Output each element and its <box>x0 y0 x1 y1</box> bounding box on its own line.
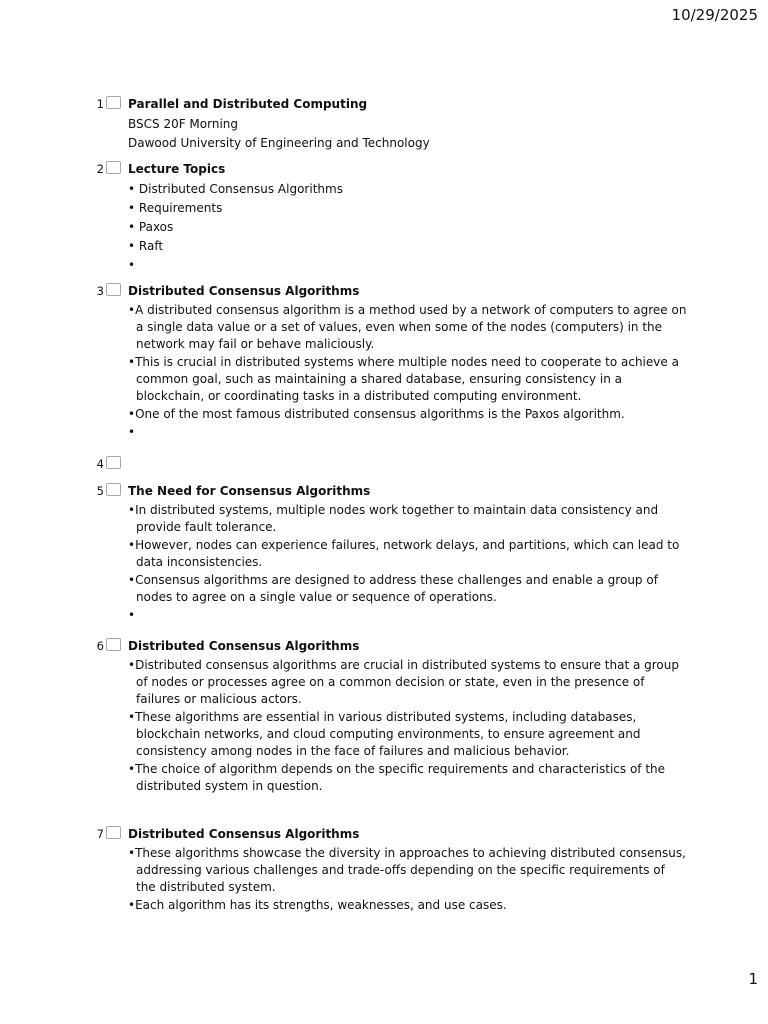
slide-number: 6 <box>96 639 104 653</box>
bullet-item: • <box>128 425 136 439</box>
slide-title: Distributed Consensus Algorithms <box>128 284 360 298</box>
slide-title: Distributed Consensus Algorithms <box>128 827 360 841</box>
bullet-item: •These algorithms showcase the diversity in approaches to achieving distributed consensus, addressing various challenges and trade-offs depending on the specific requirements of the distributed system. <box>128 846 686 894</box>
slide-checkbox[interactable] <box>106 483 121 496</box>
slide-checkbox[interactable] <box>106 456 121 469</box>
bullet-item: • Requirements <box>128 201 223 215</box>
page-number: 1 <box>748 970 758 988</box>
bullet-item: •The choice of algorithm depends on the specific requirements and characteristics of the distributed system in question. <box>128 762 666 793</box>
slide-number: 2 <box>96 162 104 176</box>
slide-subtitle: BSCS 20F Morning <box>128 117 239 131</box>
bullet-item: • Paxos <box>128 220 174 234</box>
slide-title: Parallel and Distributed Computing <box>128 97 368 111</box>
bullet-item: •Distributed consensus algorithms are crucial in distributed systems to ensure that a group of nodes or processes agree on a common decision or state, even in the presence of failures or malicious actors. <box>128 658 679 706</box>
slide-content <box>128 96 688 153</box>
bullet-item: • <box>128 608 136 622</box>
slide-title: Distributed Consensus Algorithms <box>128 639 360 653</box>
bullet-list <box>128 657 688 795</box>
bullet-item: •Each algorithm has its strengths, weaknesses, and use cases. <box>128 898 507 912</box>
bullet-item: •A distributed consensus algorithm is a method used by a network of computers to agree on a single data value or a set of values, even when some of the nodes (computers) in the network may fail or behave maliciously. <box>128 303 687 351</box>
slide-number: 3 <box>96 284 104 298</box>
bullet-item: •In distributed systems, multiple nodes work together to maintain data consistency and provide fault tolerance. <box>128 503 659 534</box>
slide-checkbox[interactable] <box>106 826 121 839</box>
slide-content <box>128 826 688 915</box>
slide-checkbox[interactable] <box>106 638 121 651</box>
slide-subtitle: Dawood University of Engineering and Technology <box>128 136 430 150</box>
slide-checkbox[interactable] <box>106 96 121 109</box>
slide-number: 1 <box>96 97 104 111</box>
slide-content <box>128 283 688 442</box>
slide-title: The Need for Consensus Algorithms <box>128 484 371 498</box>
bullet-item: •This is crucial in distributed systems where multiple nodes need to cooperate to achieve a common goal, such as maintaining a shared database, ensuring consistency in a blockchain, or coordinating tasks in a distributed computing environment. <box>128 355 679 403</box>
bullet-item: • Distributed Consensus Algorithms <box>128 182 343 196</box>
print-date: 10/29/2025 <box>671 6 758 24</box>
slide-number: 4 <box>96 457 104 471</box>
bullet-list <box>128 302 688 441</box>
slide-number: 5 <box>96 484 104 498</box>
bullet-list <box>128 502 688 624</box>
slide-content <box>128 161 688 275</box>
slide-content <box>128 483 688 625</box>
bullet-item: •These algorithms are essential in various distributed systems, including databases, blockchain networks, and cloud computing environments, to ensure agreement and consistency among nodes in the face of failures and malicious behavior. <box>128 710 641 758</box>
bullet-list <box>128 845 688 914</box>
bullet-item: • Raft <box>128 239 164 253</box>
slide-checkbox[interactable] <box>106 161 121 174</box>
bullet-item: •However, nodes can experience failures, network delays, and partitions, which can lead to data inconsistencies. <box>128 538 680 569</box>
slide-content <box>128 638 688 796</box>
bullet-item: • <box>128 258 136 272</box>
slide-number: 7 <box>96 827 104 841</box>
bullet-list <box>128 180 688 275</box>
slide-checkbox[interactable] <box>106 283 121 296</box>
bullet-item: •Consensus algorithms are designed to address these challenges and enable a group of nodes to agree on a single value or sequence of operations. <box>128 573 658 604</box>
bullet-item: •One of the most famous distributed consensus algorithms is the Paxos algorithm. <box>128 407 625 421</box>
slide-title: Lecture Topics <box>128 162 226 176</box>
